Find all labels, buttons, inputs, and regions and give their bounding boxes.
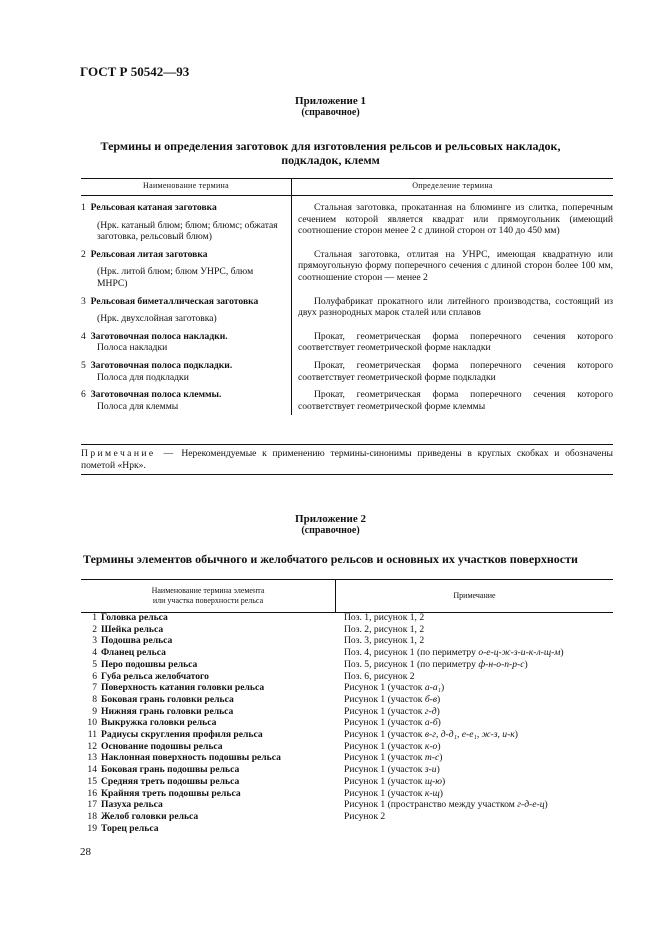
- table2-note-row: [344, 752, 614, 764]
- table1-term-name: Заготовочная полоса клеммы.: [90, 389, 222, 401]
- table2-note-end: ): [440, 682, 445, 694]
- table2-note-segment: з-и: [424, 764, 437, 776]
- table2-term-number: 1: [92, 612, 97, 623]
- table2-term-row: [81, 682, 336, 694]
- table1-term-name: Заготовочная полоса подкладки.: [90, 359, 233, 371]
- table2-term-row: [81, 811, 336, 823]
- table2-note-segment: а-а₁: [424, 682, 441, 694]
- table2-note-row: [344, 624, 614, 636]
- table1-row: [81, 383, 613, 415]
- table2-term-number: 10: [87, 717, 97, 729]
- table2-term-number: 4: [92, 647, 97, 659]
- table2-term-number: 14: [87, 764, 97, 776]
- table2-term-name: Пазуха рельса: [101, 799, 163, 811]
- note-lead: Примечание —: [81, 448, 176, 459]
- table2-note-row: [344, 764, 614, 776]
- table2-term-name: Перо подошвы рельса: [101, 658, 198, 670]
- table1-col-definition: Определение термина: [292, 179, 614, 196]
- table2-term-number: 16: [87, 787, 97, 799]
- table2-note-end: ): [439, 752, 443, 764]
- table2-term-name: Подошва рельса: [101, 635, 173, 647]
- table2-note-row: [344, 799, 614, 811]
- table1-term-synonym: (Нрк. литой блюм; блюм УНРС, блюм МНРС): [97, 266, 254, 289]
- table2-note-row: [344, 823, 614, 835]
- table2-note-segment: ф-н-о-п-р-с: [478, 658, 525, 670]
- appendix-1-note: [81, 444, 613, 475]
- table2-term-row: [81, 823, 336, 835]
- table2-note-row: [344, 635, 614, 647]
- table2-term-number: 19: [87, 822, 97, 834]
- table2-note-text: Рисунок 1 (участок: [344, 752, 425, 764]
- table2-term-name: Шейка рельса: [101, 623, 164, 635]
- table2-term-name: Поверхность катания головки рельса: [101, 682, 265, 694]
- table2-note-text: Рисунок 1 (участок: [344, 717, 425, 729]
- table2-note-text: Рисунок 1 (участок: [344, 775, 425, 787]
- table2-term-row: [81, 635, 336, 647]
- table2-note-row: [344, 776, 614, 788]
- table2-note-segment: б-в: [424, 693, 438, 705]
- appendix-1-section-title-line2: подкладок, клемм: [281, 153, 380, 167]
- table2-term-number: 18: [87, 810, 97, 822]
- table1-term-number: 4: [81, 330, 86, 342]
- table2-note-text: Рисунок 1 (пространство между участком: [344, 799, 518, 811]
- table2-term-row: [81, 694, 336, 706]
- table2-note-text: Поз. 3, рисунок 1, 2: [344, 635, 425, 647]
- table2-note-text: Поз. 5, рисунок 1 (по периметру: [344, 658, 479, 670]
- page-number: 28: [80, 846, 91, 858]
- table2-term-name: Торец рельса: [101, 822, 159, 834]
- table2-term-name: Выкружка головки рельса: [101, 717, 217, 729]
- table2-note-text: Рисунок 1 (участок: [344, 693, 425, 705]
- table2-note-text: Поз. 2, рисунок 1, 2: [344, 623, 425, 635]
- table2-term-row: [81, 612, 336, 624]
- table1-term: [81, 389, 281, 401]
- table2-note-text: Рисунок 1 (участок: [344, 729, 425, 741]
- table2-term-number: 3: [92, 635, 97, 647]
- table2-note-segment: г-д-е-ц: [517, 799, 545, 811]
- table2-term-name: Боковая грань головки рельса: [101, 693, 234, 705]
- table2-note-text: Рисунок 1 (участок: [344, 740, 425, 752]
- table1-term-number: 2: [81, 248, 86, 260]
- table2-note-text: Рисунок 2: [344, 810, 386, 822]
- table1-row: [81, 243, 613, 290]
- table2-term-row: [81, 741, 336, 753]
- table2-note-text: Рисунок 1 (участок: [344, 705, 425, 717]
- table2-note-end: ): [544, 799, 548, 811]
- table2-term-number: 15: [87, 775, 97, 787]
- table2-term-row: [81, 764, 336, 776]
- table2-note-text: Рисунок 1 (участок: [344, 682, 425, 694]
- table1-term-synonym: Полоса для клеммы: [97, 400, 179, 412]
- table2-note-row: [344, 741, 614, 753]
- table2-note-row: [344, 729, 614, 741]
- appendix-1-section-title-line1: Термины и определения заготовок для изготовления рельсов и рельсовых накладок,: [100, 139, 561, 153]
- table2-note-row: [344, 682, 614, 694]
- table2-term-name: Крайняя треть подошвы рельса: [101, 787, 241, 799]
- table2-note-end: ): [439, 787, 443, 799]
- doc-header: ГОСТ Р 50542—93: [80, 64, 190, 79]
- table2-term-row: [81, 647, 336, 659]
- table1-term-number: 5: [81, 359, 86, 371]
- table2-term-name: Головка рельса: [101, 612, 168, 623]
- table1-term: [81, 360, 281, 372]
- table2-term-row: [81, 776, 336, 788]
- table2-term-name: Фланец рельса: [101, 647, 166, 659]
- table1-term-name: Заготовочная полоса накладки.: [90, 330, 228, 342]
- table2-term-name: Наклонная поверхность подошвы рельса: [101, 752, 281, 764]
- table1-col-term: Наименование термина: [81, 179, 292, 196]
- table2-note-text: Поз. 4, рисунок 1 (по периметру: [344, 647, 479, 659]
- table2-col-term: [81, 580, 336, 613]
- table2-term-row: [81, 752, 336, 764]
- table2-note-row: [344, 811, 614, 823]
- table2-term-name: Средняя треть подошвы рельса: [101, 775, 240, 787]
- table2-note-end: ): [442, 775, 446, 787]
- table2-term-name: Желоб головки рельса: [101, 810, 199, 822]
- table1-definition: Прокат, геометрическая форма поперечного сечения которого соответствует геометрической форме клеммы: [298, 389, 613, 412]
- appendix-1-subtitle: (справочное): [301, 107, 360, 118]
- table1-term: [81, 331, 281, 343]
- appendix-2-title: Приложение 2: [295, 513, 366, 525]
- table2-term-row: [81, 788, 336, 800]
- table2-term-number: 6: [92, 670, 97, 682]
- table2-notes-column: [344, 612, 614, 834]
- table2-col-term-line1: Наименование термина элемента: [151, 586, 265, 595]
- table2-note-end: ): [436, 705, 440, 717]
- table1-row: [81, 290, 613, 325]
- table2-term-number: 5: [92, 658, 97, 670]
- table2-term-row: [81, 799, 336, 811]
- table2-note-row: [344, 612, 614, 624]
- table2-term-name: Нижняя грань головки рельса: [101, 705, 234, 717]
- table2-note-segment: а-б: [424, 717, 438, 729]
- appendix-2-subtitle: (справочное): [301, 525, 360, 536]
- table2-note-segment: о-е-ц-ж-з-и-к-л-щ-м: [478, 647, 561, 659]
- table1-row: [81, 196, 613, 243]
- table2-note-text: Поз. 6, рисунок 2: [344, 670, 415, 682]
- table2-term-number: 2: [92, 623, 97, 635]
- note-text: Нерекомендуемые к применению термины-синонимы приведены в круглых скобках и обозначены пометой «Нрк».: [81, 448, 614, 471]
- table2-note-segment: к-о: [424, 740, 438, 752]
- table2-term-name: Основание подошвы рельса: [101, 740, 223, 752]
- table2-note-end: ): [437, 717, 441, 729]
- table2-note-text: Поз. 1, рисунок 1, 2: [344, 612, 425, 623]
- table2-col-note: Примечание: [336, 580, 614, 613]
- table2-term-row: [81, 671, 336, 683]
- table1-definition: Стальная заготовка, прокатанная на блюминге из слитка, поперечным сечением которой является квадрат или прямоугольник (имеющий соотношение сторон менее 2 с длиной сторон от 140 до 450 мм): [298, 202, 613, 237]
- appendix-2-section-title: Термины элементов обычного и желобчатого рельсов и основных их участков поверхности: [83, 552, 578, 566]
- table2-note-row: [344, 788, 614, 800]
- table1-term-number: 3: [81, 295, 86, 307]
- table2-note-segment: щ-ю: [424, 775, 443, 787]
- table2-term-number: 13: [87, 752, 97, 764]
- table2-note-end: ): [560, 647, 564, 659]
- table2-note-text: Рисунок 1 (участок: [344, 787, 425, 799]
- table1-term: [81, 202, 281, 214]
- table1-term-synonym: Полоса накладки: [97, 342, 168, 354]
- table2-term-name: Боковая грань подошвы рельса: [101, 764, 240, 776]
- table2-terms-column: [81, 612, 336, 834]
- table1-term-synonym: Полоса для подкладки: [97, 371, 189, 383]
- table1-term-name: Рельсовая литая заготовка: [90, 248, 208, 260]
- table2-note-row: [344, 694, 614, 706]
- table2-col-term-line2: или участка поверхности рельса: [152, 596, 264, 605]
- table1-row: [81, 354, 613, 383]
- table2-term-number: 7: [92, 682, 97, 694]
- table1-definition: Полуфабрикат прокатного или литейного производства, состоящий из двух разнородных марок сталей или сплавов: [298, 295, 613, 319]
- table2-note-segment: г-д: [424, 705, 437, 717]
- table1-term-name: Рельсовая катаная заготовка: [90, 202, 217, 213]
- table2-term-row: [81, 706, 336, 718]
- table2-note-end: ): [514, 729, 518, 741]
- table2-term-row: [81, 717, 336, 729]
- table2-term-row: [81, 659, 336, 671]
- table2-note-text: Рисунок 1 (участок: [344, 764, 425, 776]
- table2-note-segment: в-г, д-д₁, е-е₁, ж-з, и-к: [424, 729, 515, 741]
- terms-table-2-header: [81, 579, 613, 613]
- table1-term: [81, 249, 281, 261]
- table2-term-row: [81, 729, 336, 741]
- table2-note-end: ): [437, 740, 441, 752]
- table1-definition: Прокат, геометрическая форма поперечного сечения которого соответствует геометрической форме накладки: [298, 330, 613, 354]
- table1-term: [81, 296, 281, 308]
- table2-term-name: Радиусы скругления профиля рельса: [101, 729, 263, 741]
- table1-row: [81, 325, 613, 354]
- table2-term-number: 12: [87, 740, 97, 752]
- table2-note-row: [344, 706, 614, 718]
- terms-table-1: [81, 178, 613, 415]
- table2-note-row: [344, 717, 614, 729]
- table2-note-row: [344, 647, 614, 659]
- table2-term-number: 11: [87, 729, 97, 741]
- table1-term-name: Рельсовая биметаллическая заготовка: [90, 295, 259, 307]
- table1-body: [81, 196, 613, 416]
- table2-term-name: Губа рельса желобчатого: [101, 670, 209, 682]
- table2-note-segment: т-с: [424, 752, 440, 764]
- table2-note-row: [344, 659, 614, 671]
- table2-term-number: 8: [92, 693, 97, 705]
- table2-note-end: ): [436, 764, 440, 776]
- table2-note-end: ): [524, 658, 528, 670]
- table1-term-number: 1: [81, 202, 86, 213]
- appendix-1-title: Приложение 1: [295, 95, 366, 107]
- table1-term-synonym: (Нрк. катаный блюм; блюм; блюмс; обжатая заготовка, рельсовый блюм): [97, 219, 278, 243]
- table2-term-number: 17: [87, 799, 97, 811]
- table1-definition: Прокат, геометрическая форма поперечного сечения которого соответствует геометрической форме подкладки: [298, 359, 613, 383]
- table2-note-segment: к-щ: [424, 787, 440, 799]
- table2-note-row: [344, 671, 614, 683]
- table2-term-row: [81, 624, 336, 636]
- table1-definition: Стальная заготовка, отлитая на УНРС, имеющая квадратную или прямоугольную форму поперечного сечения с длиной сторон более 100 мм, соотношение сторон — менее 2: [298, 248, 613, 283]
- table1-term-number: 6: [81, 389, 86, 401]
- table2-note-end: ): [437, 693, 441, 705]
- table2-term-number: 9: [92, 705, 97, 717]
- table1-term-synonym: (Нрк. двухслойная заготовка): [97, 313, 217, 325]
